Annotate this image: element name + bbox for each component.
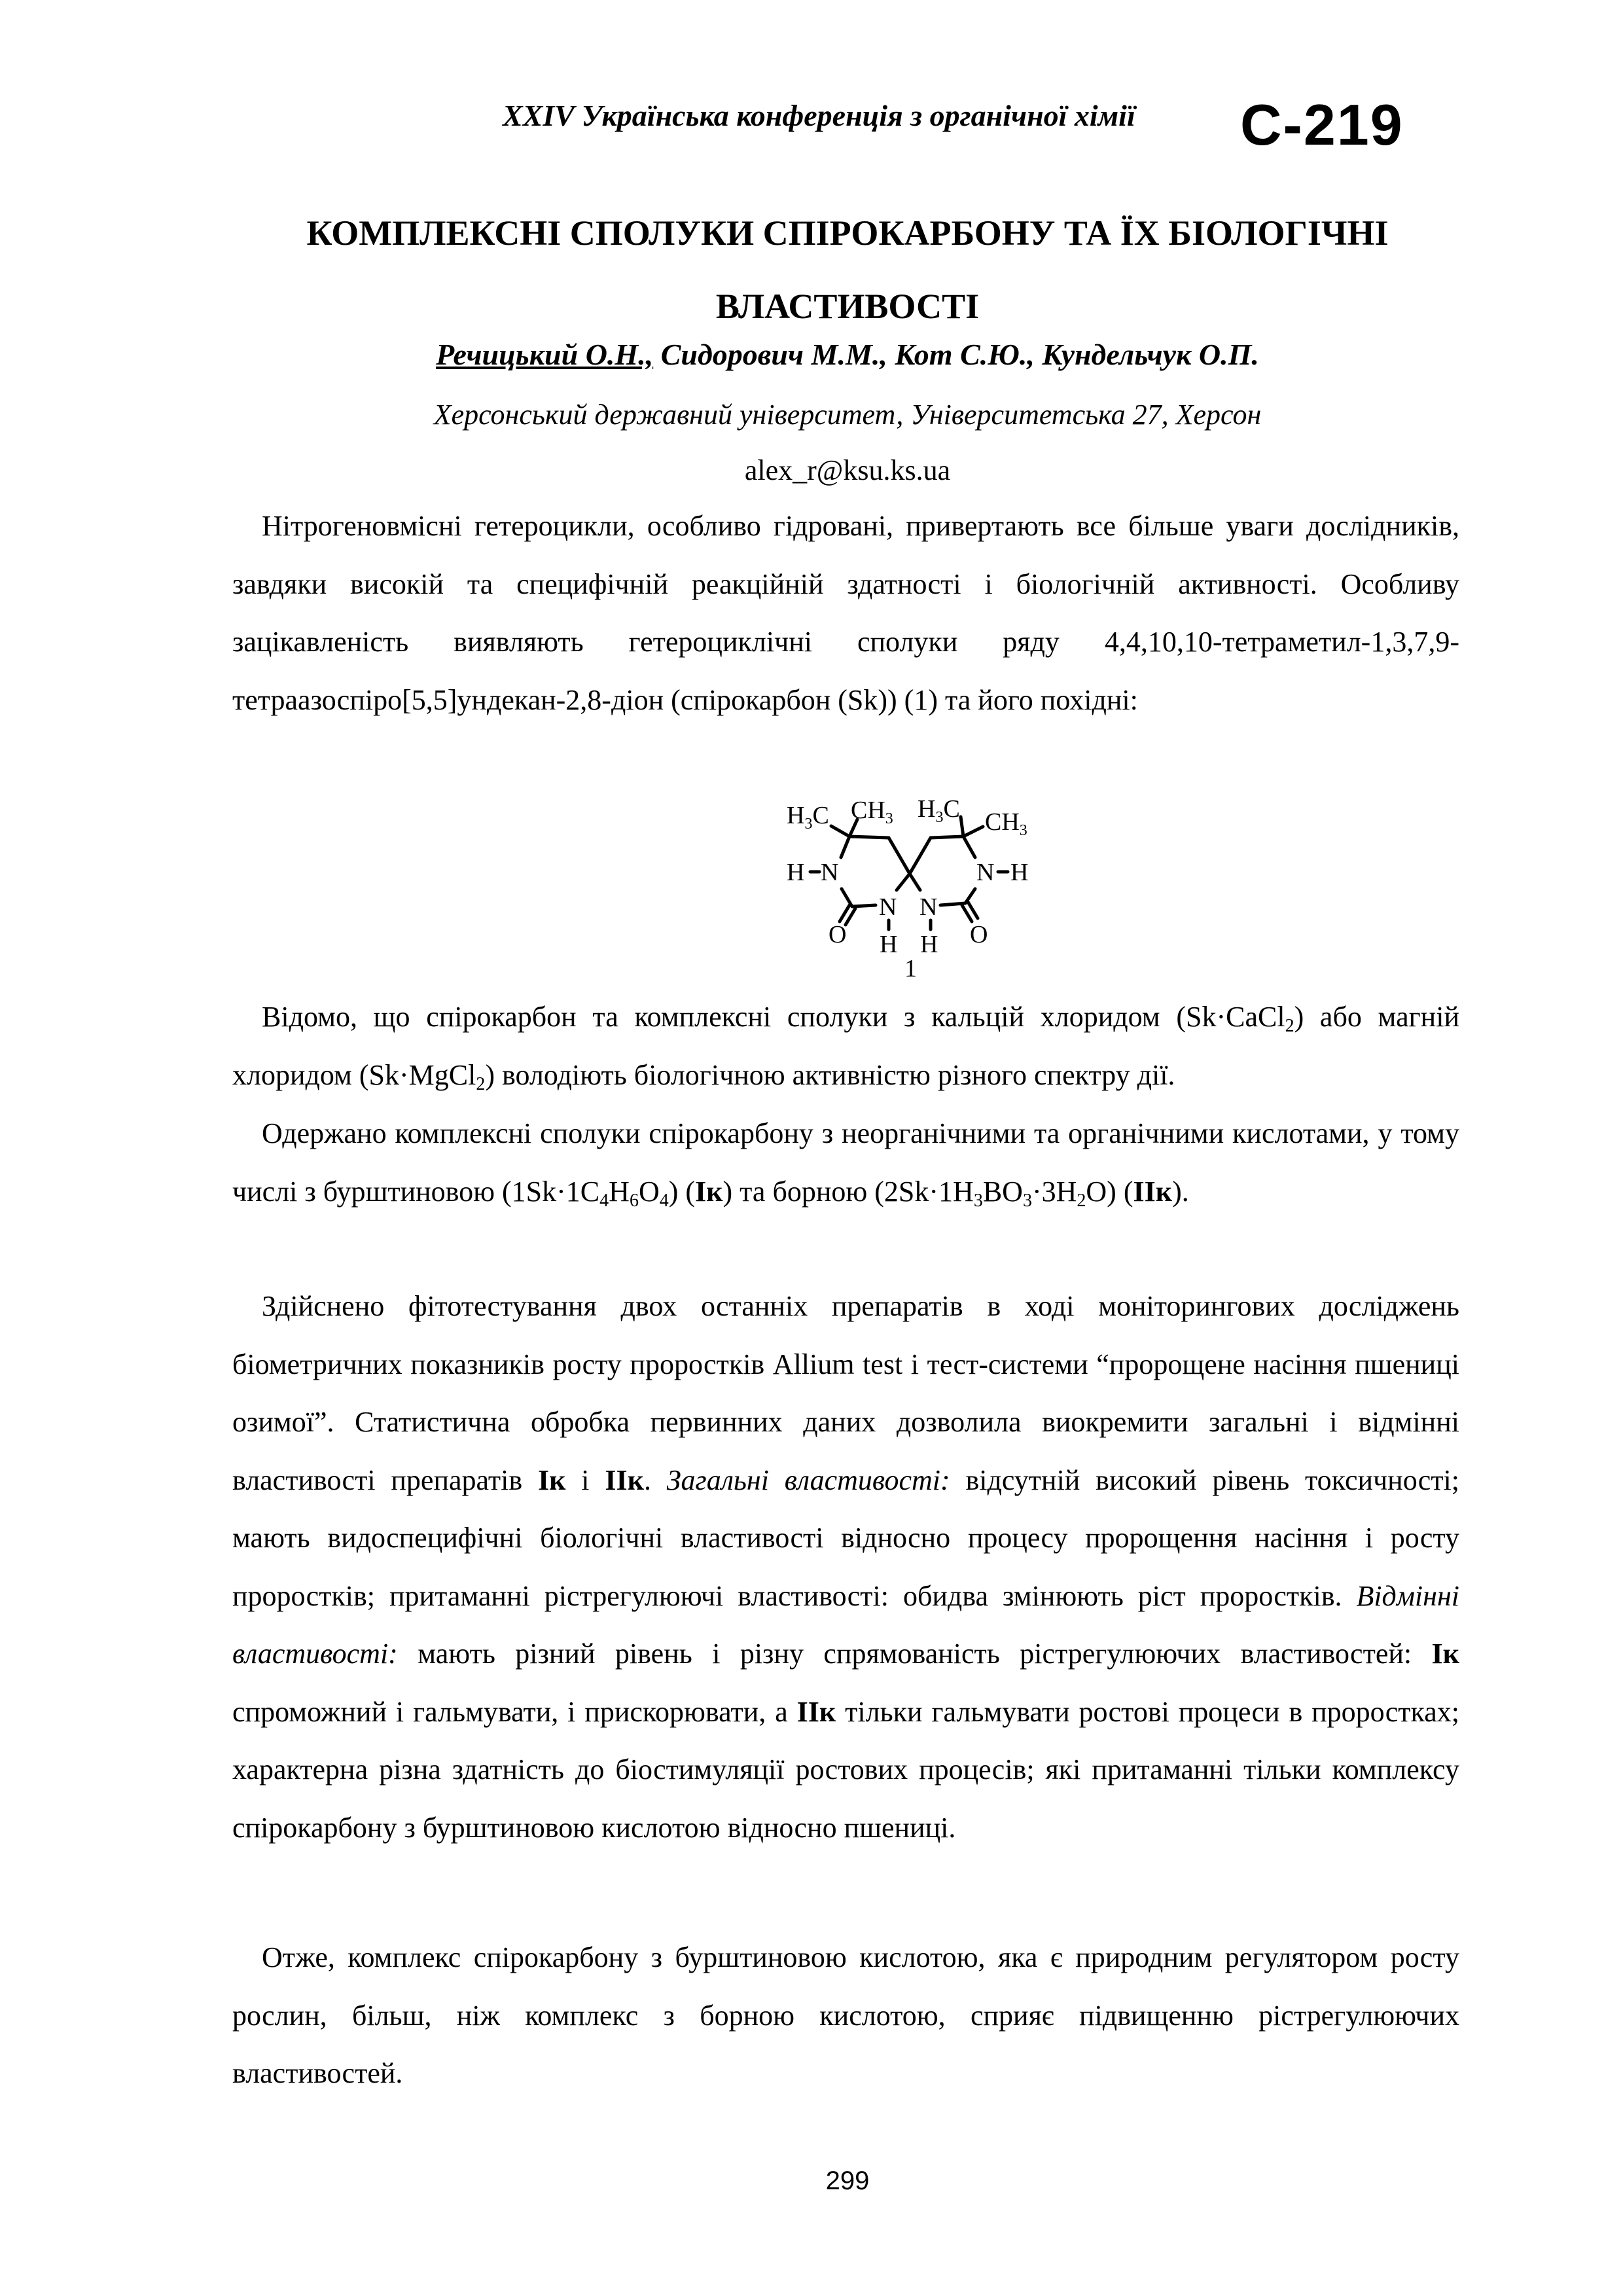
compound-label: IIк <box>605 1463 644 1496</box>
email: alex_r@ksu.ks.ua <box>744 454 951 486</box>
text-run: ) володіють біологічною активністю різного спектру дії. <box>485 1058 1175 1091</box>
abstract-code: С-219 <box>1240 92 1404 157</box>
oxygen-label: O <box>829 921 847 948</box>
affiliation: Херсонський державний університет, Університетська 27, Херсон <box>433 399 1262 431</box>
subscript: 6 <box>629 1190 639 1211</box>
text-run: ) та борною (2Sk·1H <box>722 1175 974 1208</box>
subscript: 2 <box>476 1073 486 1094</box>
subscript: 3 <box>973 1190 983 1211</box>
text-run: O <box>638 1175 660 1208</box>
paragraph-intro <box>232 497 1459 729</box>
text-run: мають різний рівень і різну спрямованість рістрегулюючих властивостей: <box>397 1638 1432 1670</box>
paragraph-obtained <box>232 1105 1459 1221</box>
oxygen-label: O <box>970 921 988 948</box>
text-run: ). <box>1172 1175 1189 1208</box>
subscript: 2 <box>1285 1016 1294 1036</box>
paragraph-known <box>232 988 1459 1104</box>
text-run: H <box>609 1175 630 1208</box>
compound-label: Iк <box>1431 1638 1459 1670</box>
title-line-2: ВЛАСТИВОСТІ <box>715 287 980 326</box>
authors <box>232 337 1463 372</box>
text-run: . <box>643 1463 667 1496</box>
conference-header: XXIV Українська конференція з органічної хімії <box>503 99 1135 132</box>
paragraph-phytotesting <box>232 1278 1459 1857</box>
methyl-label: $CH_3$ <box>851 797 893 827</box>
spirocarbon-structure <box>753 772 1080 995</box>
text-run: Здійснено фітотестування двох останніх препаратів в ході моніторингових досліджень біометричних показників росту проростків Allium test і тест-системи “пророщене насіння пшениці озимої”. Статистична обробка первинних даних дозволила виокремити загальні і відмінні властивості препаратів <box>232 1290 1459 1496</box>
subscript: 2 <box>1077 1190 1086 1211</box>
methyl-label: $H_3C$ <box>787 802 829 833</box>
hydrogen-label: H <box>880 931 898 958</box>
text-run: O) ( <box>1086 1175 1133 1208</box>
subscript: 3 <box>1022 1190 1032 1211</box>
compound-label: IIк <box>1133 1175 1173 1208</box>
paragraph-text: Нітрогеновмісні гетероцикли, особливо гідровані, привертають все більше уваги дослідників, завдяки високій та специфічній реакційній здатності і біологічній активності. Особливу зацікавленість виявляють гетероциклічні сполуки ряду 4,4,10,10-тетраметил-1,3,7,9-тетраазоспіро[5,5]ундекан-2,8-діон (спірокарбон (Sk)) (1) та його похідні: <box>232 510 1459 716</box>
text-run: спроможний і гальмувати, і прискорювати, а <box>232 1695 797 1728</box>
paper-title <box>232 196 1463 343</box>
hydrogen-label: H <box>920 931 938 958</box>
other-authors: Сидорович М.М., Кот С.Ю., Кундельчук О.П. <box>653 338 1259 371</box>
compound-label: IIк <box>796 1695 836 1728</box>
methyl-label: $H_3C$ <box>918 795 960 826</box>
methyl-label: $CH_3$ <box>985 808 1027 839</box>
title-line-1: КОМПЛЕКСНІ СПОЛУКИ СПІРОКАРБОНУ ТА ЇХ БІОЛОГІЧНІ <box>306 213 1389 253</box>
page-number: 299 <box>825 2166 870 2195</box>
subscript: 4 <box>659 1190 669 1211</box>
text-run: BO <box>982 1175 1023 1208</box>
compound-label: Iк <box>695 1175 723 1208</box>
paragraph-conclusion <box>232 1929 1459 2103</box>
nitrogen-label: N <box>821 859 839 886</box>
emphasis: Відмінні властивості: <box>232 1579 1459 1670</box>
compound-number: 1 <box>904 955 917 982</box>
text-run: ) ( <box>668 1175 696 1208</box>
compound-label: Iк <box>537 1463 566 1496</box>
text-run: Одержано комплексні сполуки спірокарбону з неорганічними та органічними кислотами, у тому числі з бурштиновою (1Sk·1C <box>232 1117 1459 1208</box>
text-run: відсутній високий рівень токсичності; мають видоспецифічні біологічні властивості відносно процесу пророщення насіння і росту проростків; притаманні рістрегулюючі властивості: обидва змінюють ріст проростків. <box>232 1463 1460 1612</box>
text-run: Відомо, що спірокарбон та комплексні сполуки з кальцій хлоридом (Sk·CaCl <box>262 1001 1285 1033</box>
subscript: 4 <box>599 1190 609 1211</box>
text-run: і <box>565 1463 605 1496</box>
nitrogen-label: N <box>919 893 938 921</box>
first-author: Речицький О.Н., <box>436 338 654 371</box>
nitrogen-label: N <box>879 893 897 921</box>
text-run: ) або магній хлоридом (Sk·MgCl <box>232 1001 1459 1091</box>
text-run: ·3H <box>1031 1175 1077 1208</box>
emphasis: Загальні властивості: <box>666 1463 950 1496</box>
hydrogen-label: H <box>787 859 805 886</box>
hydrogen-label: H <box>1010 859 1029 886</box>
nitrogen-label: N <box>976 859 995 886</box>
paragraph-text: Отже, комплекс спірокарбону з бурштиновою кислотою, яка є природним регулятором росту рослин, більш, ніж комплекс з борною кислотою, сприяє підвищенню рістрегулюючих властивостей. <box>232 1941 1459 2089</box>
text-run: тільки гальмувати ростові процеси в проростках; характерна різна здатність до біостимуляції ростових процесів; які притаманні тільки комплексу спірокарбону з бурштиновою кислотою відносно пшениці. <box>232 1695 1459 1844</box>
